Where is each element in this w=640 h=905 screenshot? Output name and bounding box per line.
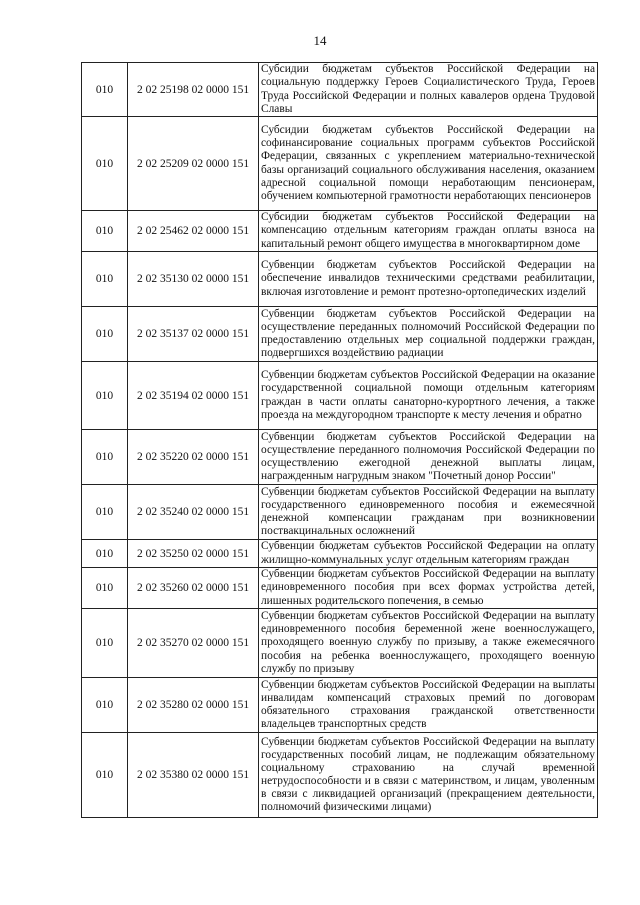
- admin-code-cell: 010: [82, 568, 128, 609]
- description-cell: Субсидии бюджетам субъектов Российской Федерации на компенсацию отдельным категориям граждан оплаты взноса на капитальный ремонт общего имущества в многоквартирном доме: [259, 211, 598, 252]
- description-cell: Субвенции бюджетам субъектов Российской Федерации на выплату государственного единовременного пособия и ежемесячной денежной компенсации гражданам при возникновении поствакцинальных осложнений: [259, 485, 598, 540]
- budget-classification-table: [81, 62, 598, 818]
- page-number: 14: [313, 33, 327, 48]
- revenue-code-cell: 2 02 35270 02 0000 151: [128, 609, 259, 678]
- description-cell: Субвенции бюджетам субъектов Российской Федерации на выплату единовременного пособия беременной жене военнослужащего, проходящего военную службу по призыву, а также ежемесячного пособия на ребенка военнослужащего, проходящего военную службу по призыву: [259, 609, 598, 678]
- table-row: [82, 678, 598, 733]
- description-cell: Субвенции бюджетам субъектов Российской Федерации на оплату жилищно-коммунальных услуг отдельным категориям граждан: [259, 540, 598, 568]
- description-cell: Субвенции бюджетам субъектов Российской Федерации на обеспечение инвалидов техническими средствами реабилитации, включая изготовление и ремонт протезно-ортопедических изделий: [259, 252, 598, 307]
- revenue-code-cell: 2 02 25209 02 0000 151: [128, 117, 259, 211]
- description-cell: Субвенции бюджетам субъектов Российской Федерации на выплату единовременного пособия при всех формах устройства детей, лишенных родительского попечения, в семью: [259, 568, 598, 609]
- revenue-code-cell: 2 02 25198 02 0000 151: [128, 63, 259, 117]
- table-row: [82, 485, 598, 540]
- admin-code-cell: 010: [82, 362, 128, 430]
- table-row: [82, 117, 598, 211]
- revenue-code-cell: 2 02 35250 02 0000 151: [128, 540, 259, 568]
- description-cell: Субвенции бюджетам субъектов Российской Федерации на осуществление переданного полномочия Российской Федерации по осуществлению ежегодной денежной выплаты лицам, награжденным нагрудным знаком "Почетный донор России": [259, 430, 598, 485]
- revenue-code-cell: 2 02 35130 02 0000 151: [128, 252, 259, 307]
- admin-code-cell: 010: [82, 430, 128, 485]
- description-cell: Субвенции бюджетам субъектов Российской Федерации на оказание государственной социальной помощи отдельным категориям граждан в части оплаты санаторно-курортного лечения, а также проезда на междугородном транспорте к месту лечения и обратно: [259, 362, 598, 430]
- table-row: [82, 252, 598, 307]
- description-cell: Субвенции бюджетам субъектов Российской Федерации на выплаты инвалидам компенсаций страховых премий по договорам обязательного страхования гражданской ответственности владельцев транспортных средств: [259, 678, 598, 733]
- table-row: [82, 733, 598, 818]
- description-cell: Субсидии бюджетам субъектов Российской Федерации на софинансирование социальных программ субъектов Российской Федерации, связанных с укреплением материально-технической базы организаций социального обслуживания населения, оказанием адресной социальной помощи неработающим пенсионерам, обучением компьютерной грамотности неработающих пенсионеров: [259, 117, 598, 211]
- admin-code-cell: 010: [82, 485, 128, 540]
- revenue-code-cell: 2 02 35380 02 0000 151: [128, 733, 259, 818]
- revenue-code-cell: 2 02 35280 02 0000 151: [128, 678, 259, 733]
- admin-code-cell: 010: [82, 609, 128, 678]
- table-row: [82, 540, 598, 568]
- revenue-code-cell: 2 02 35240 02 0000 151: [128, 485, 259, 540]
- table-row: [82, 430, 598, 485]
- revenue-code-cell: 2 02 35220 02 0000 151: [128, 430, 259, 485]
- description-cell: Субвенции бюджетам субъектов Российской Федерации на осуществление переданных полномочий Российской Федерации по предоставлению отдельных мер социальной поддержки граждан, подвергшихся воздействию радиации: [259, 307, 598, 362]
- table-row: [82, 362, 598, 430]
- table-row: [82, 568, 598, 609]
- admin-code-cell: 010: [82, 540, 128, 568]
- admin-code-cell: 010: [82, 252, 128, 307]
- admin-code-cell: 010: [82, 678, 128, 733]
- description-cell: Субвенции бюджетам субъектов Российской Федерации на выплату государственных пособий лицам, не подлежащим обязательному социальному страхованию на случай временной нетрудоспособности и в связи с материнством, и лицам, уволенным в связи с ликвидацией организаций (прекращением деятельности, полномочий физическими лицами): [259, 733, 598, 818]
- revenue-code-cell: 2 02 25462 02 0000 151: [128, 211, 259, 252]
- admin-code-cell: 010: [82, 307, 128, 362]
- table-row: [82, 307, 598, 362]
- admin-code-cell: 010: [82, 63, 128, 117]
- table-row: [82, 609, 598, 678]
- revenue-code-cell: 2 02 35260 02 0000 151: [128, 568, 259, 609]
- description-cell: Субсидии бюджетам субъектов Российской Федерации на социальную поддержку Героев Социалистического Труда, Героев Труда Российской Федерации и полных кавалеров ордена Трудовой Славы: [259, 63, 598, 117]
- admin-code-cell: 010: [82, 733, 128, 818]
- revenue-code-cell: 2 02 35137 02 0000 151: [128, 307, 259, 362]
- revenue-code-cell: 2 02 35194 02 0000 151: [128, 362, 259, 430]
- table-row: [82, 63, 598, 117]
- admin-code-cell: 010: [82, 117, 128, 211]
- table-row: [82, 211, 598, 252]
- admin-code-cell: 010: [82, 211, 128, 252]
